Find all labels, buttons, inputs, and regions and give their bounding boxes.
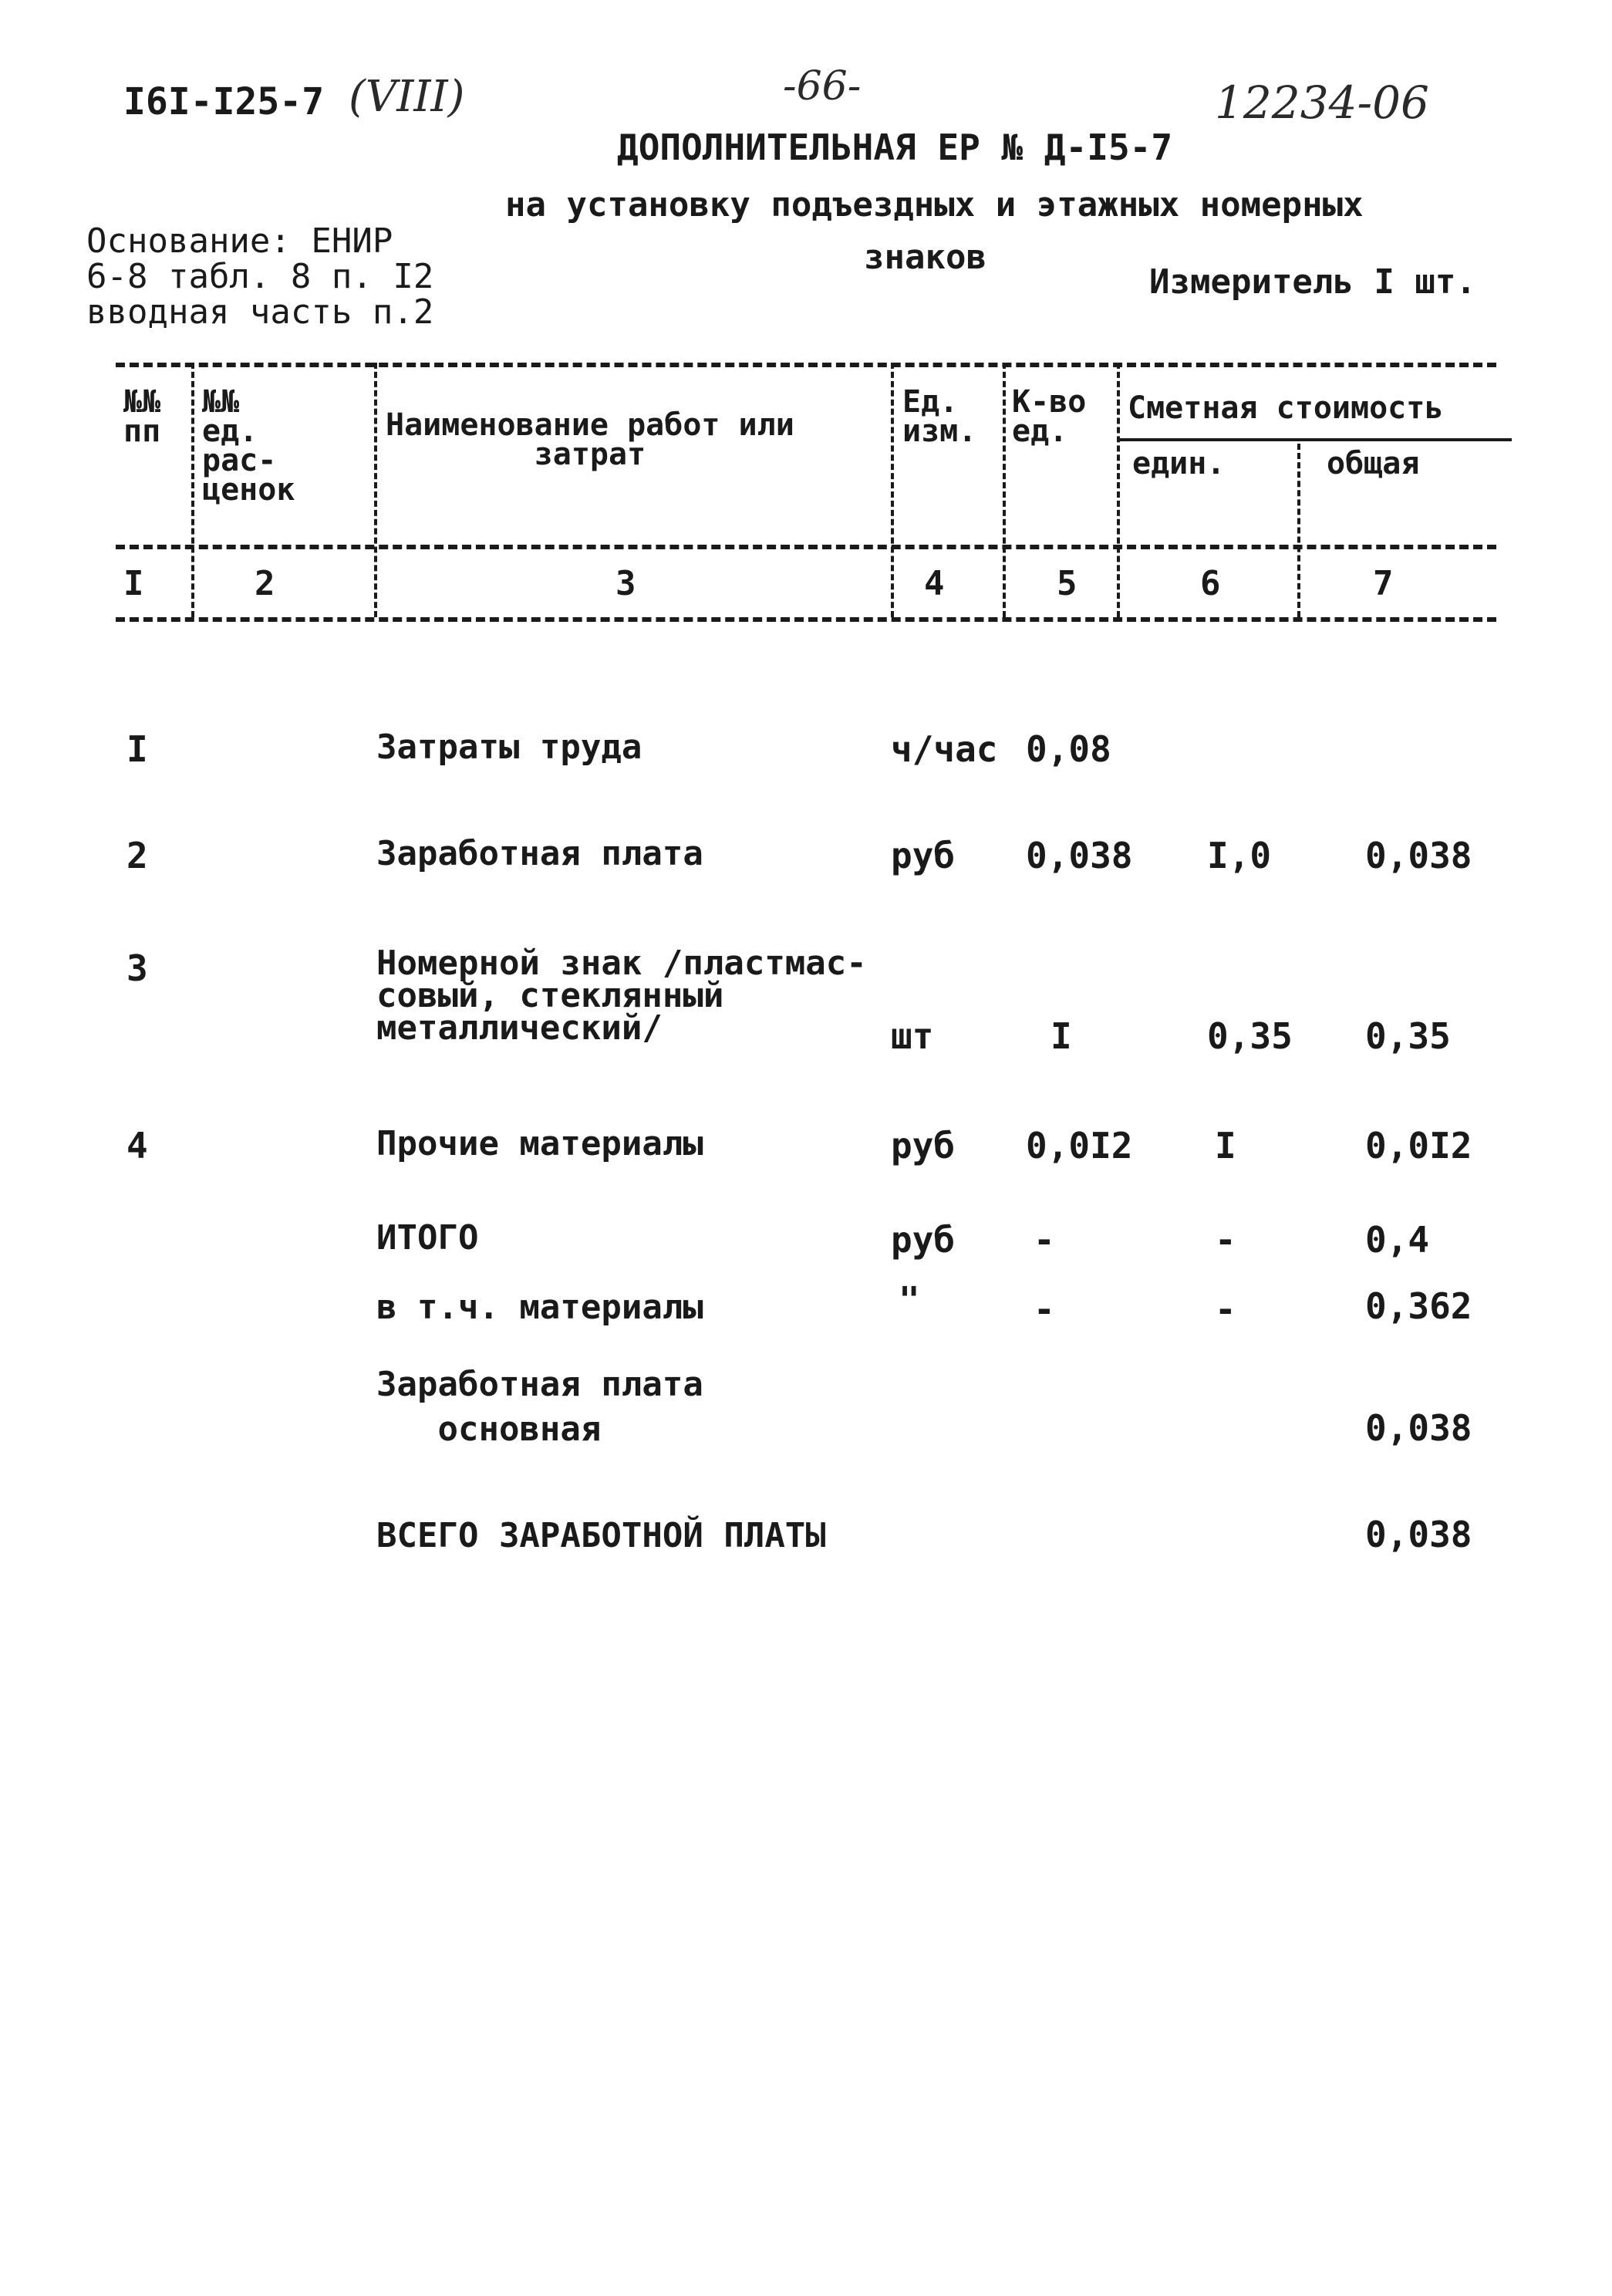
column-number-2: 2 [255,564,275,603]
base-wage-label: Заработная плата основная [376,1365,703,1449]
column-divider-5 [1117,363,1120,617]
header-work-name: Наименование работ или затрат [386,407,794,472]
column-divider-3 [891,363,894,617]
total-unit-price: - [1215,1219,1236,1261]
row-4-total: 0,0I2 [1365,1125,1472,1167]
cost-subheader-rule [1118,438,1512,441]
total-wage-label: ВСЕГО ЗАРАБОТНОЙ ПЛАТЫ [376,1516,826,1555]
total-quantity: - [1034,1219,1055,1261]
materials-total: 0,362 [1365,1285,1472,1327]
column-number-1: I [123,564,144,603]
total-label: ИТОГО [376,1218,479,1258]
row-3-unit-price: 0,35 [1207,1015,1293,1057]
row-4-number: 4 [126,1125,148,1167]
page-title: ДОПОЛНИТЕЛЬНАЯ ЕР № Д-I5-7 [617,127,1173,168]
row-4-unit-price: I [1215,1125,1236,1167]
column-number-3: 3 [615,564,636,603]
column-divider-6 [1297,444,1300,617]
row-3-unit: шт [891,1015,934,1057]
row-3-quantity: I [1050,1015,1072,1057]
header-row-number: №№ пп [123,384,161,449]
row-3-total: 0,35 [1365,1015,1451,1057]
row-1-unit: ч/час [891,728,998,770]
header-estimated-cost: Сметная стоимость [1128,390,1444,426]
basis-reference: Основание: ЕНИР 6-8 табл. 8 п. I2 вводная часть п.2 [86,221,434,332]
row-2-total: 0,038 [1365,835,1472,876]
header-bottom-rule [116,545,1496,549]
document-code-note: (VIII) [349,72,465,122]
header-rate-number: №№ ед. рас- ценок [202,384,295,508]
row-2-quantity: 0,038 [1026,835,1133,876]
row-3-name: Номерной знак /пластмас- совый, стеклянный металлический/ [376,944,867,1048]
document-code: I6I-I25-7 [123,80,325,123]
page-subtitle-continued: знаков [864,238,986,277]
measure-unit: Измеритель I шт. [1149,262,1476,302]
table-top-rule [116,363,1496,367]
row-1-number: I [126,728,148,770]
header-unit: Ед. изм. [902,384,977,449]
header-cost-total: общая [1327,446,1420,481]
column-divider-4 [1003,363,1006,617]
column-number-6: 6 [1200,564,1221,603]
column-number-7: 7 [1373,564,1394,603]
row-2-unit-price: I,0 [1207,835,1272,876]
header-cost-per-unit: един. [1132,446,1226,481]
page-number: -66- [783,63,862,110]
column-number-5: 5 [1057,564,1077,603]
header-quantity: К-во ед. [1012,384,1087,449]
base-wage-total: 0,038 [1365,1407,1472,1449]
registration-number: 12234-06 [1215,76,1429,129]
page-subtitle: на установку подъездных и этажных номерных [505,185,1364,225]
column-divider-2 [374,363,377,617]
row-4-name: Прочие материалы [376,1124,703,1163]
column-number-4: 4 [924,564,945,603]
column-divider-1 [191,363,194,617]
row-2-name: Заработная плата [376,834,703,873]
total-value: 0,4 [1365,1219,1430,1261]
row-1-quantity: 0,08 [1026,728,1111,770]
row-4-quantity: 0,0I2 [1026,1125,1133,1167]
materials-label: в т.ч. материалы [376,1288,703,1327]
materials-unit-price: - [1215,1288,1236,1330]
row-2-number: 2 [126,835,148,876]
table-header-bottom-rule [116,617,1496,622]
materials-quantity: - [1034,1288,1055,1330]
row-3-number: 3 [126,947,148,989]
total-wage-value: 0,038 [1365,1514,1472,1555]
row-4-unit: руб [891,1125,956,1167]
total-unit: руб [891,1219,956,1261]
row-1-name: Затраты труда [376,728,642,767]
materials-unit: " [899,1279,920,1321]
row-2-unit: руб [891,835,956,876]
